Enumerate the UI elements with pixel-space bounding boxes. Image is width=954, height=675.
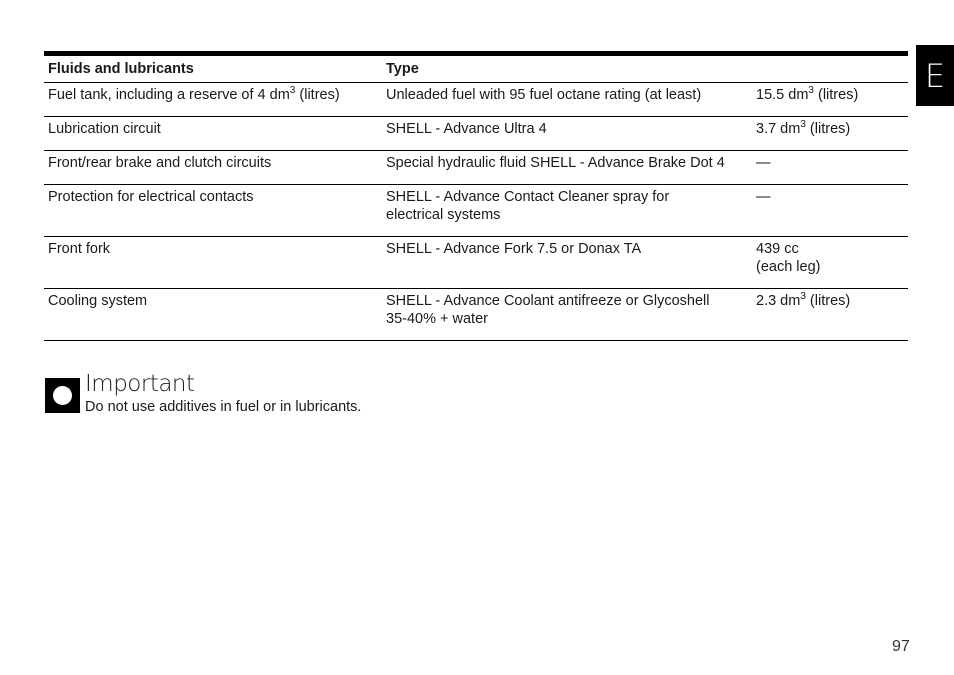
cell-type: SHELL - Advance Ultra 4 bbox=[386, 121, 547, 137]
table-row bbox=[44, 83, 908, 117]
cell-fluid: Front/rear brake and clutch circuits bbox=[48, 155, 272, 171]
cell-fluid: Front fork bbox=[48, 241, 111, 257]
page-number: 97 bbox=[892, 638, 910, 655]
header-quantity bbox=[752, 54, 908, 83]
cell-quantity: — bbox=[756, 155, 771, 171]
header-fluids: Fluids and lubricants bbox=[48, 61, 194, 77]
cell-quantity: 2.3 $dm^3$ (litres) bbox=[756, 291, 851, 309]
cell-quantity: 3.7 $dm^3$ (litres) bbox=[756, 119, 851, 137]
important-circle-icon bbox=[45, 378, 80, 413]
cell-fluid: Protection for electrical contacts bbox=[48, 189, 254, 205]
cell-fluid: Cooling system bbox=[48, 293, 148, 309]
fluids-lubricants-table bbox=[44, 51, 908, 341]
table-row bbox=[44, 289, 908, 341]
cell-type: SHELL - Advance Coolant antifreeze or Glycoshell 35-40% + water bbox=[386, 293, 710, 327]
table-header-row bbox=[44, 54, 908, 83]
section-tab-letter: E bbox=[924, 56, 946, 95]
cell-type: Unleaded fuel with 95 fuel octane rating (at least) bbox=[386, 87, 702, 103]
section-tab bbox=[916, 45, 954, 106]
table-row bbox=[44, 237, 908, 289]
table-row bbox=[44, 151, 908, 185]
cell-quantity: 15.5 $dm^3$ (litres) bbox=[756, 85, 859, 103]
cell-fluid: Lubrication circuit bbox=[48, 121, 161, 137]
note-text: Do not use additives in fuel or in lubricants. bbox=[85, 399, 362, 415]
cell-fluid: Fuel tank, including a reserve of 4 $dm^3$ (litres) bbox=[48, 85, 340, 103]
table-row bbox=[44, 185, 908, 237]
cell-quantity: — bbox=[756, 189, 771, 205]
header-type: Type bbox=[386, 61, 419, 77]
cell-type: SHELL - Advance Fork 7.5 or Donax TA bbox=[386, 241, 642, 257]
cell-type: SHELL - Advance Contact Cleaner spray for electrical systems bbox=[386, 189, 670, 223]
note-title: Important bbox=[85, 371, 195, 397]
cell-type: Special hydraulic fluid SHELL - Advance Brake Dot 4 bbox=[386, 155, 725, 171]
cell-quantity: 439 cc (each leg) bbox=[756, 241, 821, 275]
table-row bbox=[44, 117, 908, 151]
